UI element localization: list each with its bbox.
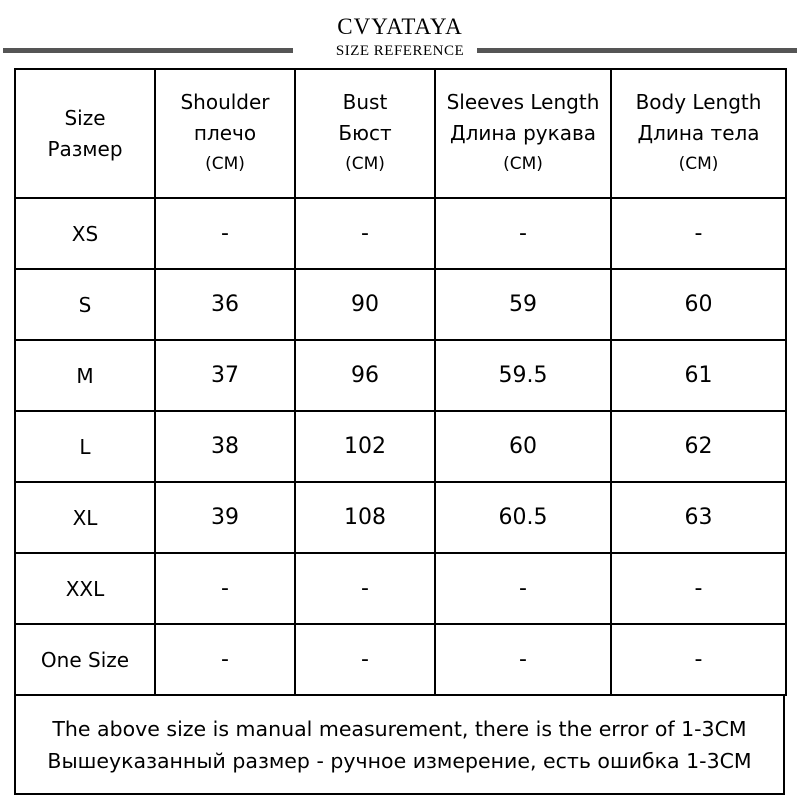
header-body-length [611,69,786,198]
brand-title: CVYATAYA [337,14,463,39]
body-length-cell: - [611,553,786,624]
header-unit: (CM) [205,154,245,174]
sleeves-length-cell: - [435,553,611,624]
table-header-row [15,69,786,198]
header-label-en: Sleeves Length [446,90,600,114]
sleeves-length-cell: 60.5 [435,482,611,553]
header-bust [295,69,435,198]
shoulder-cell: 39 [155,482,295,553]
sleeves-length-cell: 59 [435,269,611,340]
body-length-cell: - [611,198,786,269]
header-label-ru: Бюст [338,121,392,145]
body-length-cell: 62 [611,411,786,482]
table-row [15,340,786,411]
header-unit: (CM) [345,154,385,174]
note-line-en: The above size is manual measurement, there is the error of 1-3CM [52,717,747,741]
header-label-ru: Размер [47,136,123,161]
sleeves-length-cell: 59.5 [435,340,611,411]
header-label-en: Size [64,105,106,130]
header-shoulder [155,69,295,198]
table-row [15,269,786,340]
body-length-cell: 61 [611,340,786,411]
size-cell: XXL [15,553,155,624]
shoulder-cell: 37 [155,340,295,411]
body-length-cell: 63 [611,482,786,553]
brand-header [0,0,800,68]
brand-subtitle: SIZE REFERENCE [335,43,465,59]
header-sleeves-length [435,69,611,198]
measurement-note [14,695,785,795]
header-label-en: Body Length [635,90,762,114]
table-row [15,198,786,269]
sleeves-length-cell: - [435,624,611,695]
table-row [15,624,786,695]
shoulder-cell: 36 [155,269,295,340]
header-unit: (CM) [503,154,543,174]
bust-cell: 108 [295,482,435,553]
bust-cell: 96 [295,340,435,411]
bust-cell: - [295,198,435,269]
bust-cell: 102 [295,411,435,482]
bust-cell: - [295,624,435,695]
header-label-en: Shoulder [180,90,270,114]
table-row [15,553,786,624]
header-label-en: Bust [342,90,388,114]
shoulder-cell: - [155,553,295,624]
shoulder-cell: - [155,624,295,695]
shoulder-cell: 38 [155,411,295,482]
sleeves-length-cell: 60 [435,411,611,482]
bust-cell: - [295,553,435,624]
header-label-ru: Длина тела [637,121,760,145]
table-row [15,482,786,553]
note-line-ru: Вышеуказанный размер - ручное измерение, есть ошибка 1-3CM [47,749,752,773]
header-unit: (CM) [678,154,719,174]
header-label-ru: Длина рукава [449,121,596,145]
size-table [14,68,787,696]
header-size [15,69,155,198]
size-cell: XL [15,482,155,553]
shoulder-cell: - [155,198,295,269]
sleeves-length-cell: - [435,198,611,269]
table-row [15,411,786,482]
header-label-ru: плечо [193,121,257,145]
size-cell: S [15,269,155,340]
size-cell: One Size [15,624,155,695]
size-cell: L [15,411,155,482]
body-length-cell: - [611,624,786,695]
body-length-cell: 60 [611,269,786,340]
size-cell: M [15,340,155,411]
bust-cell: 90 [295,269,435,340]
size-cell: XS [15,198,155,269]
